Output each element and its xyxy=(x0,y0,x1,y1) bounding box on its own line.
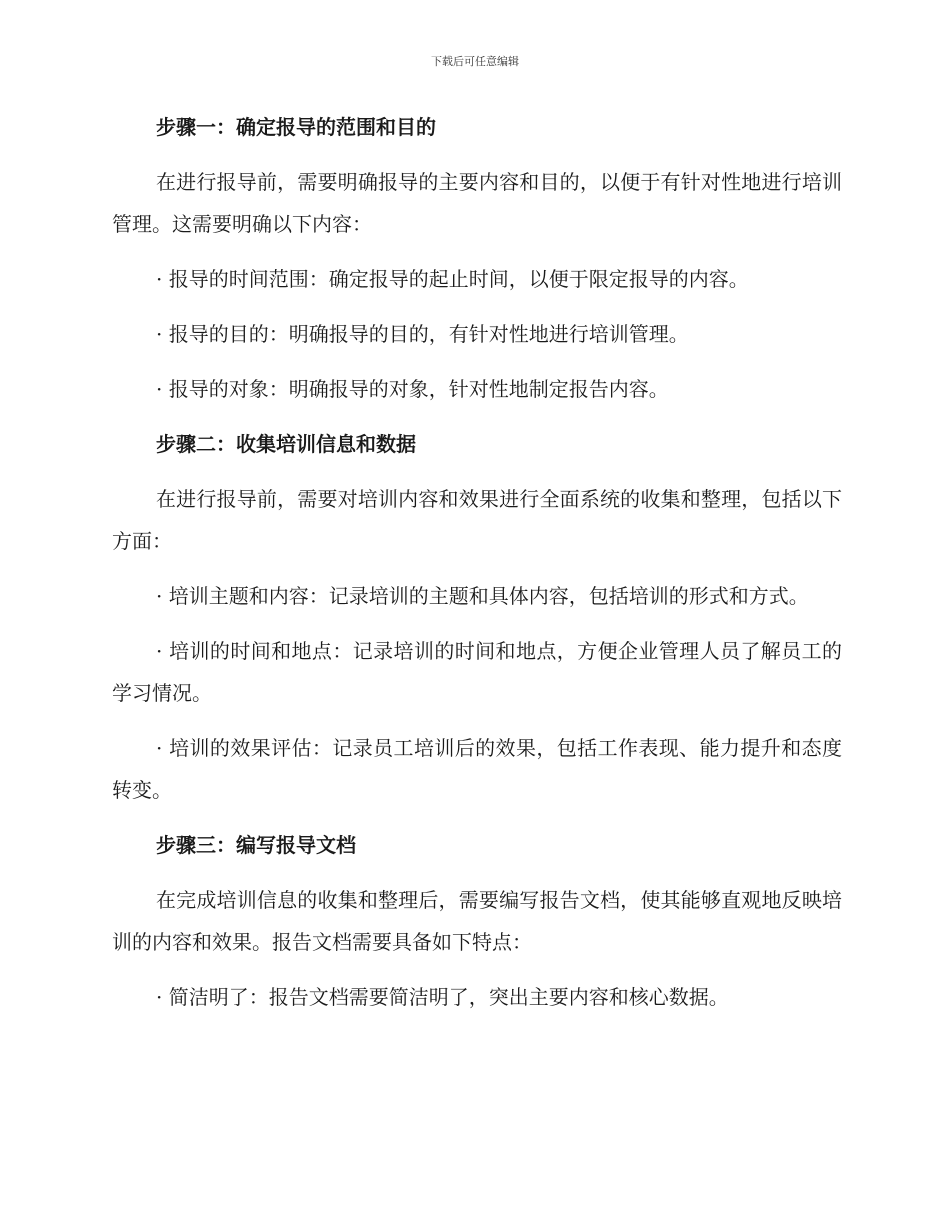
bullet-item: · 培训主题和内容：记录培训的主题和具体内容，包括培训的形式和方式。 xyxy=(156,584,809,608)
section-heading: 步骤三：编写报导文档 xyxy=(156,833,356,857)
section-intro: 在进行报导前，需要对培训内容和效果进行全面系统的收集和整理，包括以下方面： xyxy=(112,487,842,553)
bullet-item: · 报导的时间范围：确定报导的起止时间，以便于限定报导的内容。 xyxy=(156,267,749,291)
page-header: 下载后可任意编辑 xyxy=(431,55,519,68)
bullet-item: · 报导的目的：明确报导的目的，有针对性地进行培训管理。 xyxy=(156,322,689,346)
bullet-item: · 培训的时间和地点：记录培训的时间和地点，方便企业管理人员了解员工的学习情况。 xyxy=(112,639,842,705)
document-body xyxy=(112,106,842,1031)
section-intro: 在进行报导前，需要明确报导的主要内容和目的，以便于有针对性地进行培训管理。这需要明确以下内容： xyxy=(112,170,842,236)
bullet-item: · 简洁明了：报告文档需要简洁明了，突出主要内容和核心数据。 xyxy=(156,985,729,1009)
bullet-item: · 报导的对象：明确报导的对象，针对性地制定报告内容。 xyxy=(156,377,669,401)
bullet-item: · 培训的效果评估：记录员工培训后的效果，包括工作表现、能力提升和态度转变。 xyxy=(112,736,842,802)
section-heading: 步骤二：收集培训信息和数据 xyxy=(156,432,416,456)
section-heading: 步骤一：确定报导的范围和目的 xyxy=(156,115,436,139)
section-intro: 在完成培训信息的收集和整理后，需要编写报告文档，使其能够直观地反映培训的内容和效果。报告文档需要具备如下特点： xyxy=(112,888,842,954)
